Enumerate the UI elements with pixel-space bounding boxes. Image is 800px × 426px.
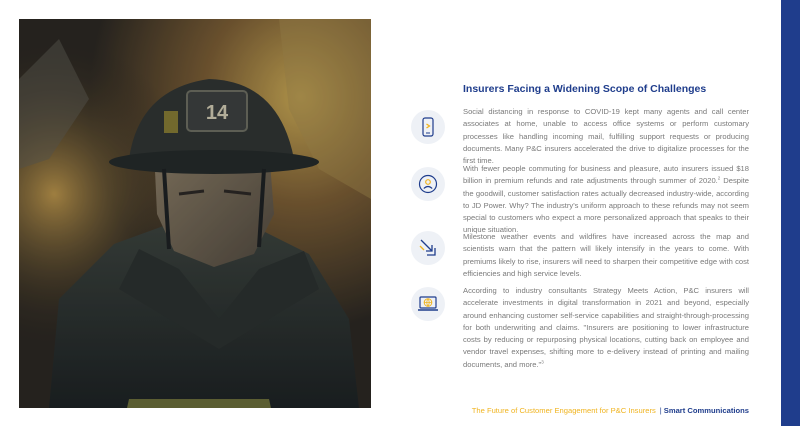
brand-side-bar bbox=[781, 0, 800, 426]
footer-brand: Smart Communications bbox=[663, 406, 749, 415]
paragraph-digital-text: According to industry consultants Strategy Meets Action, P&C insurers will accelerate investments in digital transformation in 2021 and beyond, especially around enhancing customer self-service capabilities and straight-through-processing for both underwriting and claims. "Insurers are positioning to lower infrastructure costs by reducing or repurposing physical locations, cutting back on employee and vendor travel expenses, shifting more to e-delivery instead of printing and mailing documents, and more." bbox=[463, 286, 749, 369]
paragraph-refunds bbox=[463, 163, 749, 237]
footnote-marker: 2 bbox=[717, 175, 721, 181]
footer-document-title: The Future of Customer Engagement for P&C Insurers bbox=[471, 406, 656, 415]
footnote-marker: 3 bbox=[541, 359, 544, 365]
paragraph-digital-transformation bbox=[463, 285, 749, 371]
footer-separator: | bbox=[659, 406, 662, 415]
paragraph-refunds-text-a: With fewer people commuting for business and pleasure, auto insurers issued $18 billion in premium refunds and rate adjustments through summer of 2020. bbox=[463, 164, 749, 186]
paragraph-refunds-text-b: Despite the goodwill, customer satisfaction rates actually decreased industry-wide, according to JD Power. Why? The industry's uniform approach to these refunds may not seem special to customers who expect a more personalized approach that speaks to their unique situation. bbox=[463, 176, 749, 235]
firefighter-photo bbox=[19, 19, 371, 408]
paragraph-weather-events: Milestone weather events and wildfires have increased across the map and scientists warn that the pattern will likely intensify in the years to come. With premiums likely to rise, insurers will need to sharpen their competitive edge with cost efficiencies and high service levels. bbox=[463, 232, 749, 278]
globe-laptop-icon bbox=[411, 287, 445, 321]
page-heading: Insurers Facing a Widening Scope of Challenges bbox=[463, 83, 707, 95]
mobile-phone-icon bbox=[411, 110, 445, 144]
trend-down-arrow-icon bbox=[411, 231, 445, 265]
customer-person-icon bbox=[411, 167, 445, 201]
paragraph-remote-work: Social distancing in response to COVID-19 kept many agents and call center associates at home, unable to access office systems or perform customary processes like handling incoming mail, fulfilling support requests or producing documents. Many P&C insurers accelerated the drive to digitalize processes for the first time. bbox=[463, 107, 749, 166]
page-footer bbox=[472, 406, 749, 415]
helmet-number: 14 bbox=[205, 102, 229, 124]
